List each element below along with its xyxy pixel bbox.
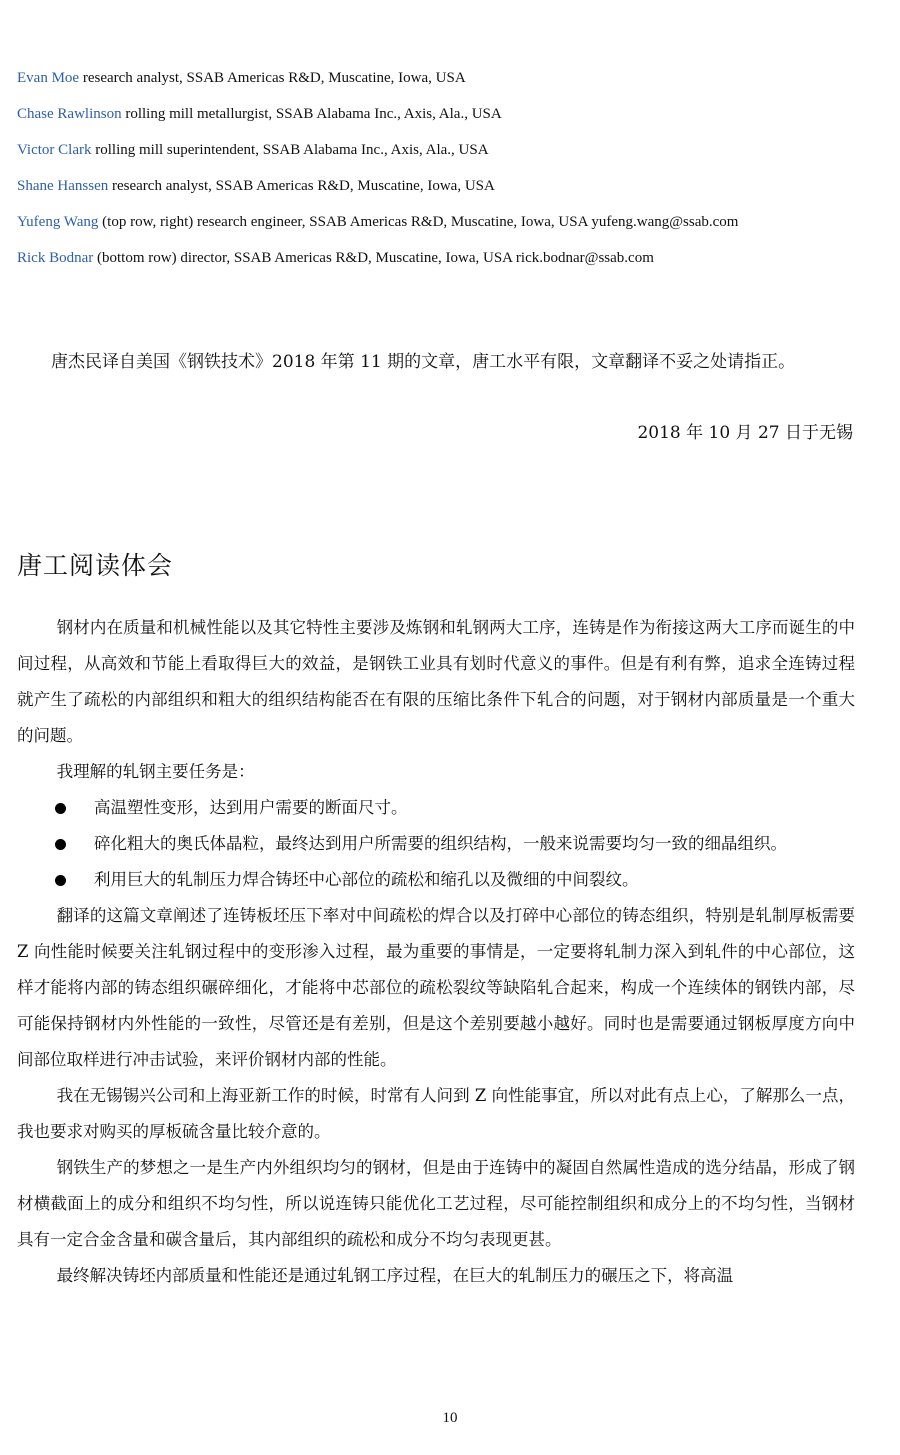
translator-note: [17, 344, 855, 380]
author-name: Shane Hanssen: [17, 178, 109, 194]
list-item-text: 碎化粗大的奥氏体晶粒，最终达到用户所需要的组织结构，一般来说需要均匀一致的细晶组织。: [94, 834, 787, 853]
list-item-text: 高温塑性变形，达到用户需要的断面尺寸。: [94, 798, 408, 817]
bullet-icon: [55, 803, 66, 814]
paragraph: 最终解决铸坯内部质量和性能还是通过轧钢工序过程，在巨大的轧制压力的碾压之下，将高温: [56, 1266, 734, 1285]
paragraph: 钢材内在质量和机械性能以及其它特性主要涉及炼钢和轧钢两大工序，连铸是作为衔接这两大工序而诞生的中间过程，从高效和节能上看取得巨大的效益，是钢铁工业具有划时代意义的事件。但是有利有弊，追求全连铸过程就产生了疏松的内部组织和粗大的组织结构能否在有限的压缩比条件下轧合的问题，对于钢材内部质量是一个重大的问题。: [17, 618, 855, 745]
author-description: rolling mill metallurgist, SSAB Alabama Inc., Axis, Ala., USA: [121, 106, 502, 122]
author-description: rolling mill superintendent, SSAB Alabama Inc., Axis, Ala., USA: [91, 142, 489, 158]
author-entry: [17, 204, 877, 240]
bullet-icon: [55, 839, 66, 850]
list-item: [17, 862, 855, 898]
author-entry: [17, 96, 877, 132]
bullet-icon: [55, 875, 66, 886]
author-entry: [17, 132, 877, 168]
paragraph: 钢铁生产的梦想之一是生产内外组织均匀的钢材，但是由于连铸中的凝固自然属性造成的选分结晶，形成了钢材横截面上的成分和组织不均匀性，所以说连铸只能优化工艺过程，尽可能控制组织和成分上的不均匀性，当钢材具有一定合金含量和碳含量后，其内部组织的疏松和成分不均匀表现更甚。: [17, 1158, 855, 1249]
author-entry: [17, 60, 877, 96]
list-item: [17, 826, 855, 862]
author-description: research analyst, SSAB Americas R&D, Muscatine, Iowa, USA: [108, 178, 495, 194]
author-name: Evan Moe: [17, 70, 80, 86]
bullet-list: [17, 790, 855, 898]
page-number: 10: [442, 1410, 458, 1426]
author-description: (bottom row) director, SSAB Americas R&D, Muscatine, Iowa, USA rick.bodnar@ssab.com: [93, 250, 654, 266]
author-name: Victor Clark: [17, 142, 92, 158]
author-entry: [17, 240, 877, 276]
paragraph: 我在无锡锡兴公司和上海亚新工作的时候，时常有人问到 Z 向性能事宜，所以对此有点上心，了解那么一点，我也要求对购买的厚板硫含量比较介意的。: [17, 1086, 855, 1141]
list-item: [17, 790, 855, 826]
section-body: [17, 610, 855, 1294]
author-description: (top row, right) research engineer, SSAB Americas R&D, Muscatine, Iowa, USA yufeng.wang@ssab.com: [98, 214, 739, 230]
list-item-text: 利用巨大的轧制压力焊合铸坯中心部位的疏松和缩孔以及微细的中间裂纹。: [94, 870, 639, 889]
translator-note-text: 唐杰民译自美国《钢铁技术》2018 年第 11 期的文章，唐工水平有限，文章翻译不妥之处请指正。: [51, 352, 796, 372]
paragraph: 我理解的轧钢主要任务是：: [56, 762, 255, 781]
author-entry: [17, 168, 877, 204]
author-description: research analyst, SSAB Americas R&D, Muscatine, Iowa, USA: [79, 70, 466, 86]
author-list: [17, 60, 877, 276]
author-name: Chase Rawlinson: [17, 106, 122, 122]
paragraph: 翻译的这篇文章阐述了连铸板坯压下率对中间疏松的焊合以及打碎中心部位的铸态组织，特别是轧制厚板需要 Z 向性能时候要关注轧钢过程中的变形渗入过程，最为重要的事情是，一定要将轧制力深入到轧件的中心部位，这样才能将内部的铸态组织碾碎细化，才能将中芯部位的疏松裂纹等缺陷轧合起来，构成一个连续体的钢铁内部，尽可能保持钢材内外性能的一致性，尽管还是有差别，但是这个差别要越小越好。同时也是需要通过钢板厚度方向中间部位取样进行冲击试验，来评价钢材内部的性能。: [17, 906, 855, 1069]
note-date: 2018 年 10 月 27 日于无锡: [637, 423, 853, 443]
section-heading: 唐工阅读体会: [17, 551, 174, 580]
author-name: Yufeng Wang: [17, 214, 99, 230]
author-name: Rick Bodnar: [17, 250, 94, 266]
